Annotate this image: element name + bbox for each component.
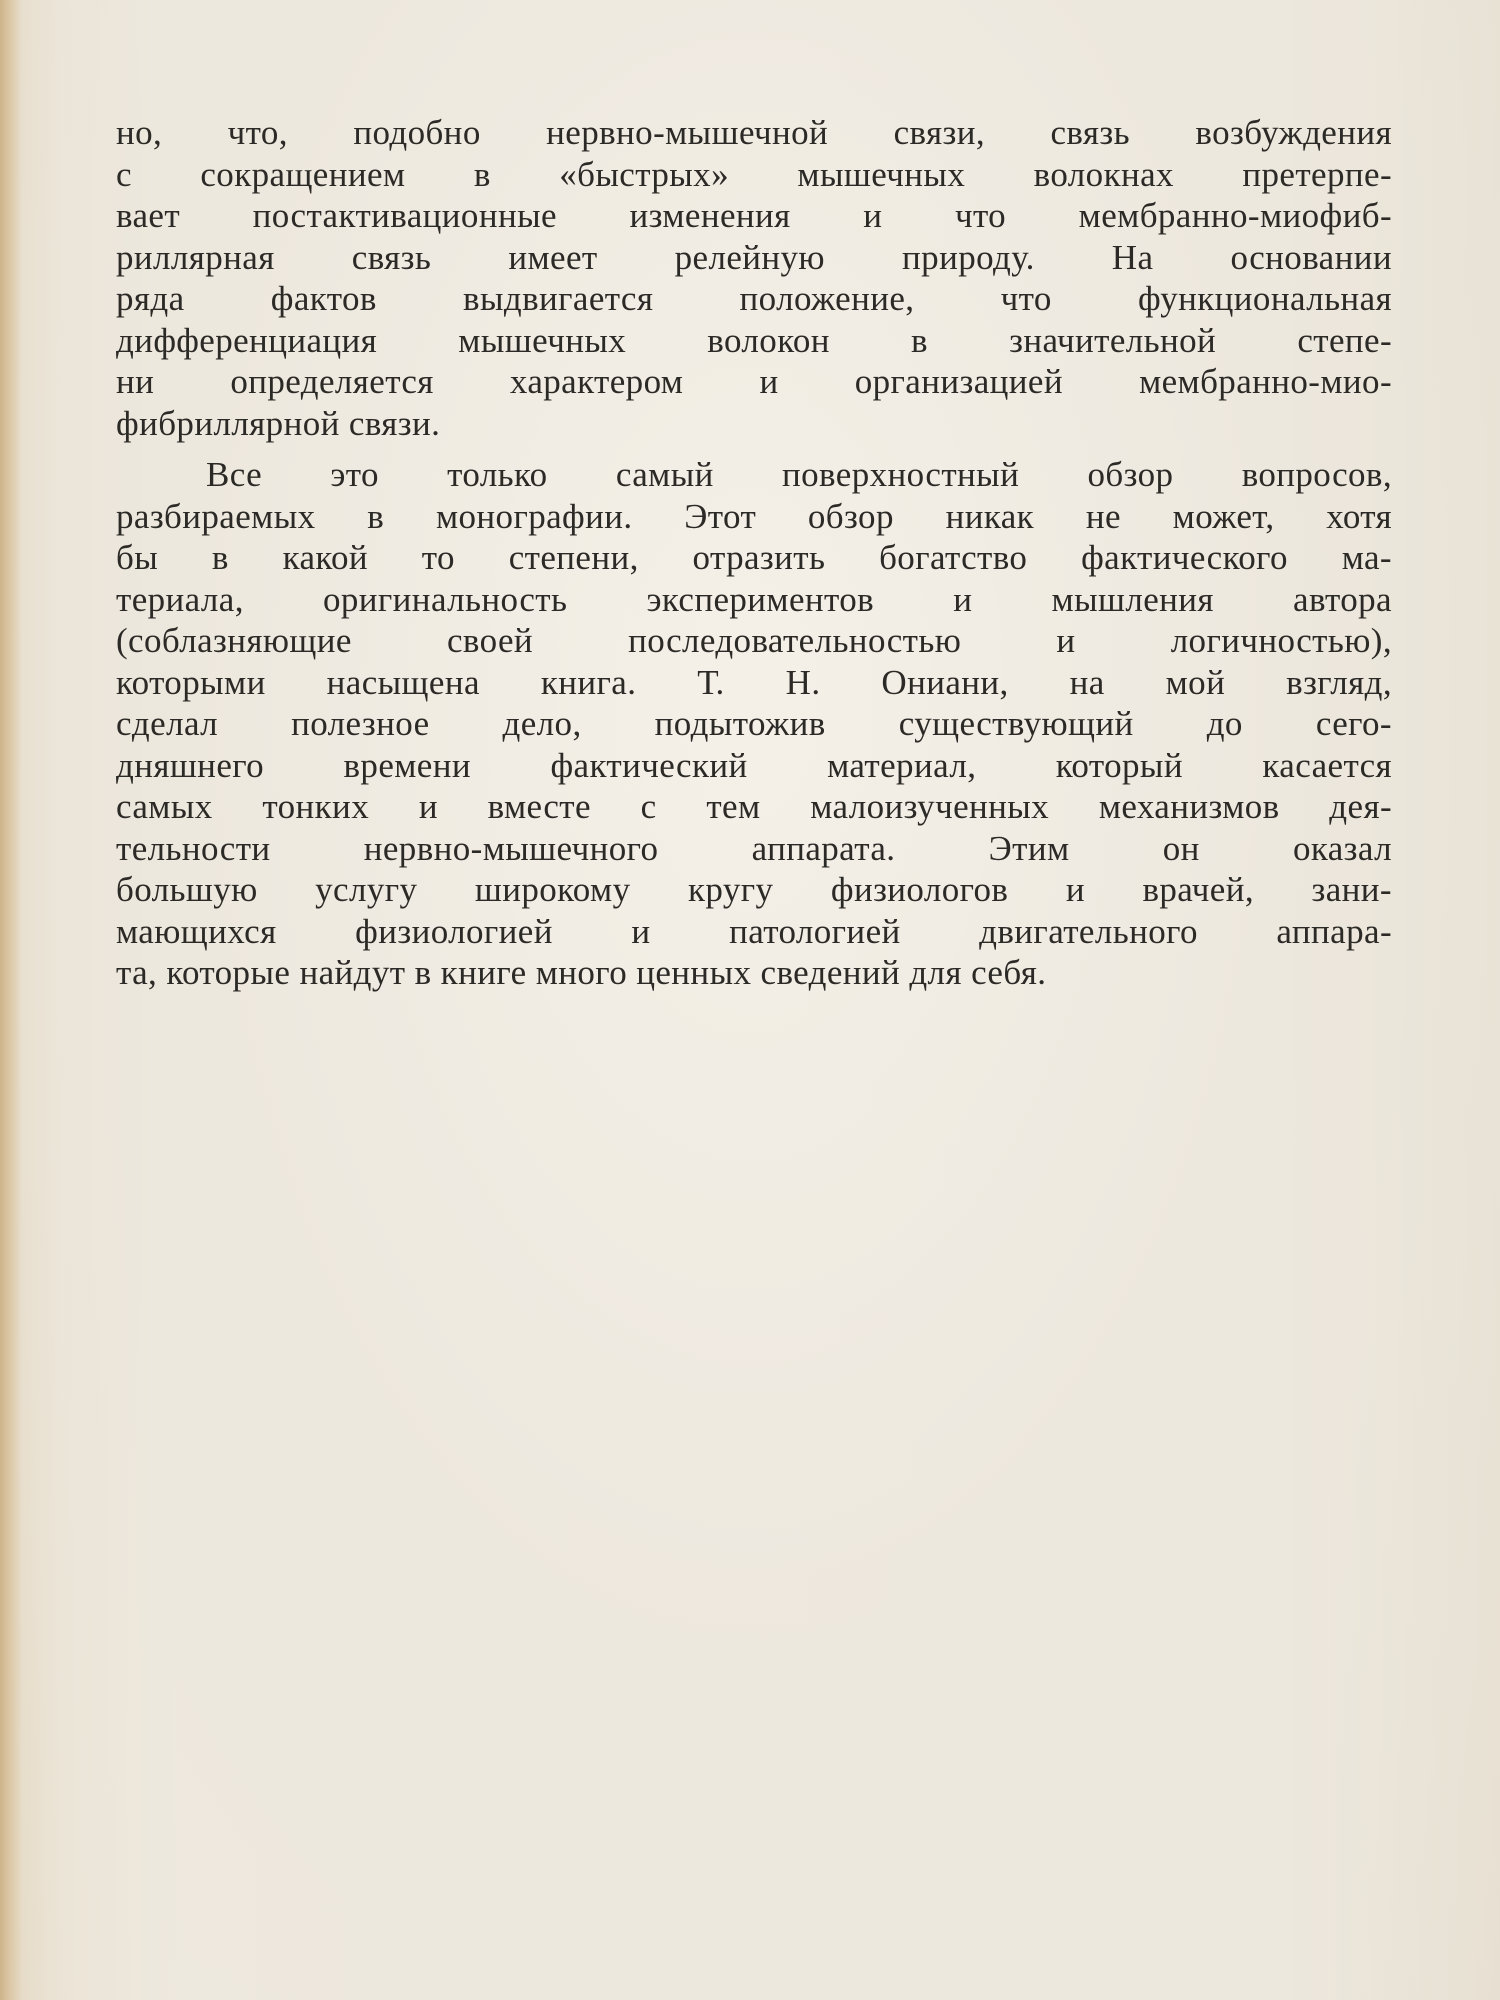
text-line: мающихся физиологией и патологией двигательного аппара- bbox=[116, 911, 1392, 951]
text-line: (соблазняющие своей последовательностью и логичностью), bbox=[116, 621, 1392, 660]
paragraph-1 bbox=[116, 112, 1392, 444]
text-line: разбираемых в монографии. Этот обзор никак не может, хотя bbox=[116, 496, 1392, 536]
text-line: бы в какой то степени, отразить богатство фактического ма- bbox=[116, 538, 1392, 577]
text-line: сделал полезное дело, подытожив существующий до сего- bbox=[116, 704, 1392, 743]
body-text bbox=[116, 112, 1392, 994]
paragraph-2 bbox=[116, 454, 1392, 994]
text-line: большую услугу широкому кругу физиологов и врачей, зани- bbox=[116, 870, 1392, 909]
text-line: дняшнего времени фактический материал, который касается bbox=[116, 745, 1392, 785]
text-line: териала, оригинальность экспериментов и мышления автора bbox=[116, 579, 1392, 619]
text-line: дифференциация мышечных волокон в значительной степе- bbox=[116, 320, 1392, 360]
text-line: ряда фактов выдвигается положение, что функциональная bbox=[116, 279, 1392, 318]
text-line: вает постактивационные изменения и что мембранно-миофиб- bbox=[116, 196, 1392, 235]
text-line: риллярная связь имеет релейную природу. На основании bbox=[116, 237, 1392, 277]
text-line: фибриллярной связи. bbox=[116, 403, 441, 443]
text-line: самых тонких и вместе с тем малоизученных механизмов дея- bbox=[116, 787, 1392, 826]
text-line: Все это только самый поверхностный обзор вопросов, bbox=[206, 455, 1392, 494]
page-edge-shadow bbox=[0, 0, 22, 2000]
text-line: тельности нервно-мышечного аппарата. Этим он оказал bbox=[116, 828, 1392, 868]
text-line: но, что, подобно нервно-мышечной связи, связь возбуждения bbox=[116, 113, 1392, 152]
text-line: ни определяется характером и организацией мембранно-мио- bbox=[116, 362, 1392, 401]
paragraph-spacer bbox=[116, 444, 1392, 454]
text-line: которыми насыщена книга. Т. Н. Ониани, на мой взгляд, bbox=[116, 662, 1392, 702]
text-line: та, которые найдут в книге много ценных сведений для себя. bbox=[116, 953, 1047, 992]
text-line: с сокращением в «быстрых» мышечных волокнах претерпе- bbox=[116, 154, 1392, 194]
